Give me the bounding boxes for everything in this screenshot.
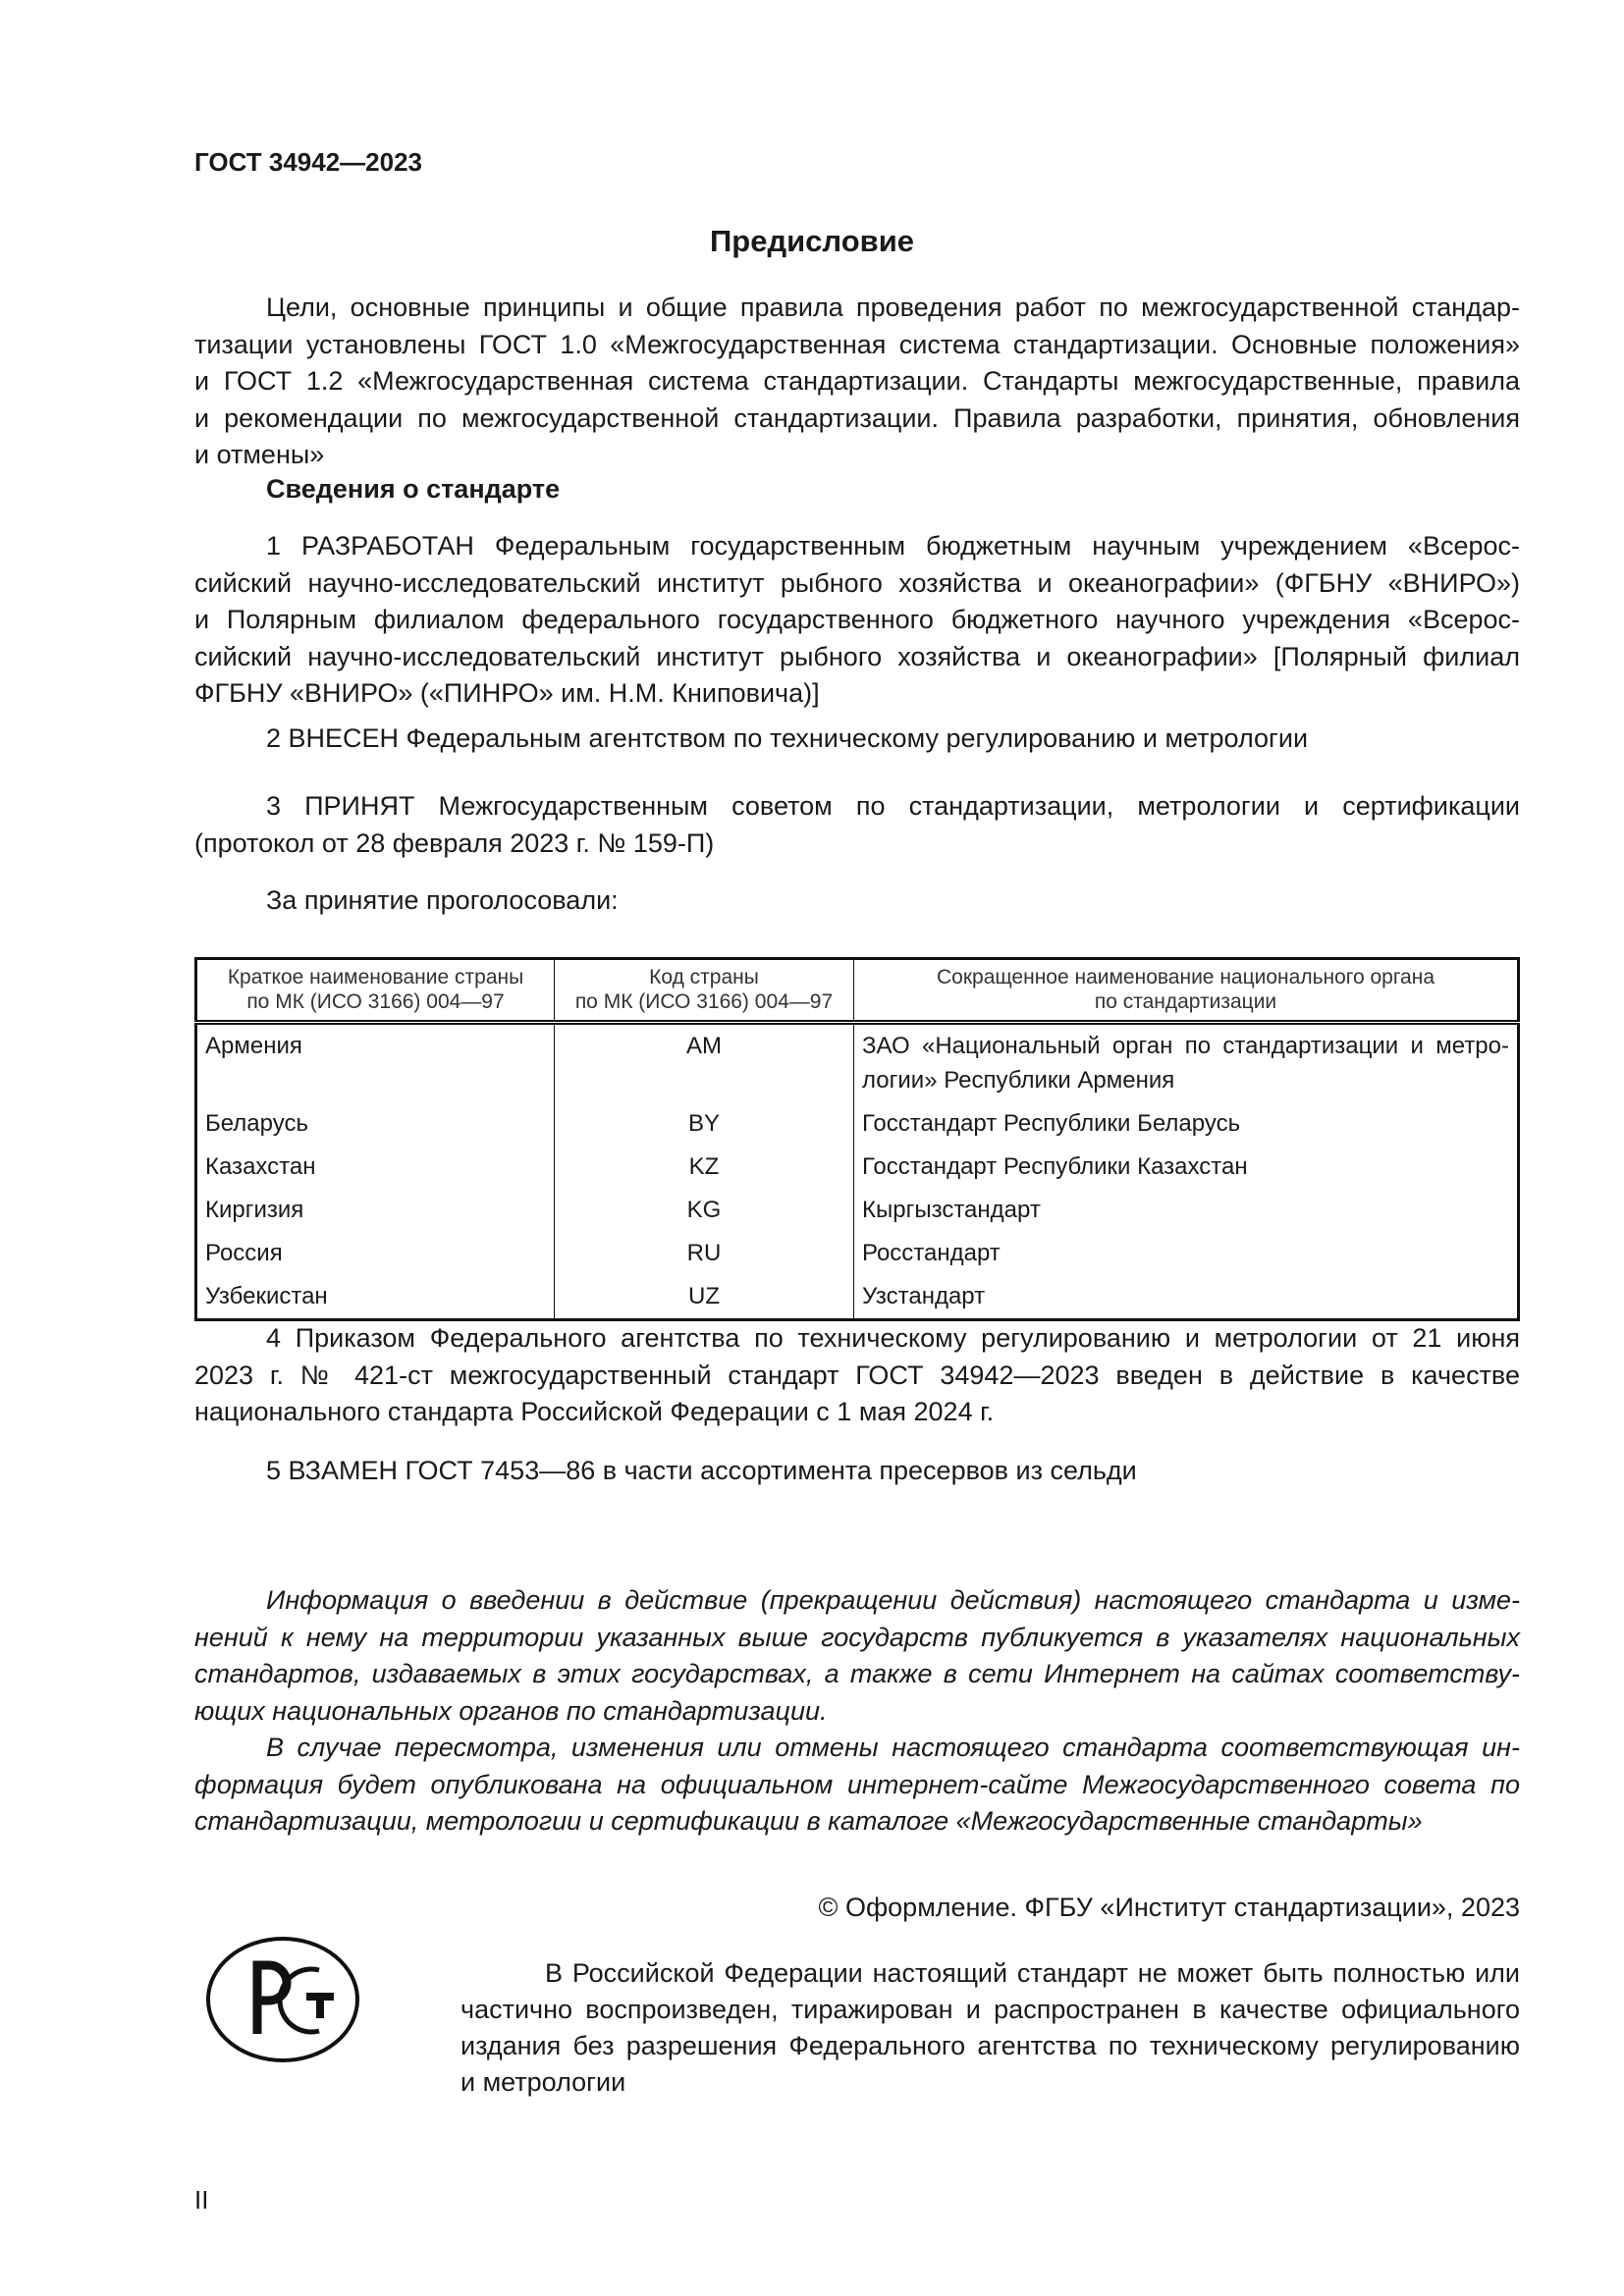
standards-body-cell <box>854 1102 1519 1146</box>
text-line: стандартизации, метрологии и сертификации в каталоге «Межгосударственные стандарты» <box>194 1806 1423 1837</box>
info-paragraph-2 <box>194 1730 1520 1841</box>
intro-paragraph <box>194 290 1520 474</box>
text-line: В случае пересмотра, изменения или отмены настоящего стандарта соответствующая ин- <box>266 1733 1520 1762</box>
text-line: сийский научно-исследовательский институт рыбного хозяйства и океанографии» [Полярный филиал <box>194 641 1520 671</box>
text-line: нений к нему на территории указанных выше государств публикуется в указателях национальных <box>194 1622 1520 1652</box>
text-line: 3 ПРИНЯТ Межгосударственным советом по стандартизации, метрологии и сертификации <box>266 791 1520 821</box>
code-cell: BY <box>555 1102 854 1146</box>
header-country: Краткое наименование страны по МК (ИСО 3166) 004—97 <box>196 959 555 1023</box>
standards-body-cell <box>854 1146 1519 1189</box>
text-line: Информация о введении в действие (прекращении действия) настоящего стандарта и изме- <box>266 1585 1520 1615</box>
code-cell: KZ <box>555 1146 854 1189</box>
table-row <box>196 1189 1519 1232</box>
info-paragraph-1 <box>194 1582 1520 1730</box>
page-number: II <box>194 2185 209 2215</box>
cell-line: Госстандарт Республики Казахстан <box>862 1153 1248 1180</box>
voted-label <box>194 882 1520 920</box>
cell-line: Госстандарт Республики Беларусь <box>862 1110 1241 1137</box>
text-line: В Российской Федерации настоящий стандарт не может быть полностью или <box>545 1958 1520 1988</box>
standards-body-cell <box>854 1189 1519 1232</box>
text-line: (протокол от 28 февраля 2023 г. № 159-П) <box>194 828 715 858</box>
text-line: сийский научно-исследовательский институт рыбного хозяйства и океанографии» (ФГБНУ «ВНИРО») <box>194 567 1520 598</box>
document-header: ГОСТ 34942—2023 <box>194 147 422 177</box>
code-cell: UZ <box>555 1275 854 1320</box>
text-line: и отмены» <box>194 440 325 470</box>
cell-line: Узстандарт <box>862 1283 986 1309</box>
header-body: Сокращенное наименование национального органа по стандартизации <box>854 959 1519 1023</box>
text-line: национального стандарта Российской Федерации с 1 мая 2024 г. <box>194 1397 995 1427</box>
code-cell: RU <box>555 1232 854 1275</box>
country-cell: Узбекистан <box>205 1283 328 1309</box>
table-header-row <box>196 959 1519 1023</box>
text-line: 4 Приказом Федерального агентства по техническому регулированию и метрологии от 21 июня <box>266 1323 1520 1353</box>
text-line: и метрологии <box>460 2067 626 2097</box>
cell-line: логии» Республики Армения <box>862 1067 1175 1094</box>
text-line: и ГОСТ 1.2 «Межгосударственная система стандартизации. Стандарты межгосударственные, правила <box>194 366 1520 397</box>
code-cell: AM <box>555 1023 854 1103</box>
cell-line: Росстандарт <box>862 1240 1001 1266</box>
item-1-developed <box>194 528 1520 713</box>
standards-body-cell <box>854 1275 1519 1320</box>
text-line: За принятие проголосовали: <box>266 885 619 915</box>
standards-body-cell <box>854 1023 1519 1103</box>
text-line: частично воспроизведен, тиражирован и распространен в качестве официального <box>460 1995 1520 2024</box>
text-line: 2 ВНЕСЕН Федеральным агентством по техническому регулированию и метрологии <box>266 723 1309 753</box>
table-row <box>196 1023 1519 1103</box>
text-line: ФГБНУ «ВНИРО» («ПИНРО» им. Н.М. Книповича)] <box>194 678 820 709</box>
text-line: Цели, основные принципы и общие правила проведения работ по межгосударственной стандар- <box>266 293 1520 322</box>
item-3-adopted <box>194 788 1520 862</box>
text-line: издания без разрешения Федерального агентства по техническому регулированию <box>460 2031 1520 2060</box>
standards-body-cell <box>854 1232 1519 1275</box>
item-4-order <box>194 1320 1520 1431</box>
country-cell: Армения <box>205 1033 302 1059</box>
voting-table <box>194 957 1520 1321</box>
text-line: 5 ВЗАМЕН ГОСТ 7453—86 в части ассортимента пресервов из сельди <box>266 1456 1137 1485</box>
text-line: ющих национальных органов по стандартизации. <box>194 1695 828 1726</box>
header-code: Код страны по МК (ИСО 3166) 004—97 <box>555 959 854 1023</box>
table-row <box>196 1275 1519 1320</box>
text-line: тизации установлены ГОСТ 1.0 «Межгосударственная система стандартизации. Основные положения» <box>194 329 1520 359</box>
table-row <box>196 1232 1519 1275</box>
table-row <box>196 1102 1519 1146</box>
text-line: и рекомендации по межгосударственной стандартизации. Правила разработки, принятия, обновления <box>194 402 1520 433</box>
cell-line: ЗАО «Национальный орган по стандартизации и метро- <box>862 1033 1509 1059</box>
item-5-replaces <box>194 1453 1520 1490</box>
text-line: формация будет опубликована на официальном интернет-сайте Межгосударственного совета по <box>194 1769 1520 1799</box>
country-cell: Казахстан <box>205 1153 316 1180</box>
rst-logo <box>196 1926 373 2080</box>
item-2-submitted <box>194 721 1520 758</box>
subheading: Сведения о стандарте <box>266 474 561 504</box>
page-title: Предисловие <box>709 224 914 258</box>
text-line: стандартов, издаваемых в этих государствах, а также в сети Интернет на сайтах соответству- <box>194 1659 1520 1689</box>
text-line: и Полярным филиалом федерального государственного бюджетного научного учреждения «Всерос- <box>194 605 1520 635</box>
country-cell: Киргизия <box>205 1197 304 1223</box>
country-cell: Россия <box>205 1240 283 1266</box>
cell-line: Кыргызстандарт <box>862 1197 1041 1223</box>
country-cell: Беларусь <box>205 1110 308 1137</box>
text-line: 1 РАЗРАБОТАН Федеральным государственным бюджетным научным учреждением «Всерос- <box>266 531 1520 561</box>
copyright: © Оформление. ФГБУ «Институт стандартизации», 2023 <box>818 1893 1520 1922</box>
text-line: 2023 г. № 421-ст межгосударственный стандарт ГОСТ 34942—2023 введен в действие в качестве <box>194 1360 1520 1390</box>
code-cell: KG <box>555 1189 854 1232</box>
table-row <box>196 1146 1519 1189</box>
rf-notice <box>460 1955 1520 2101</box>
